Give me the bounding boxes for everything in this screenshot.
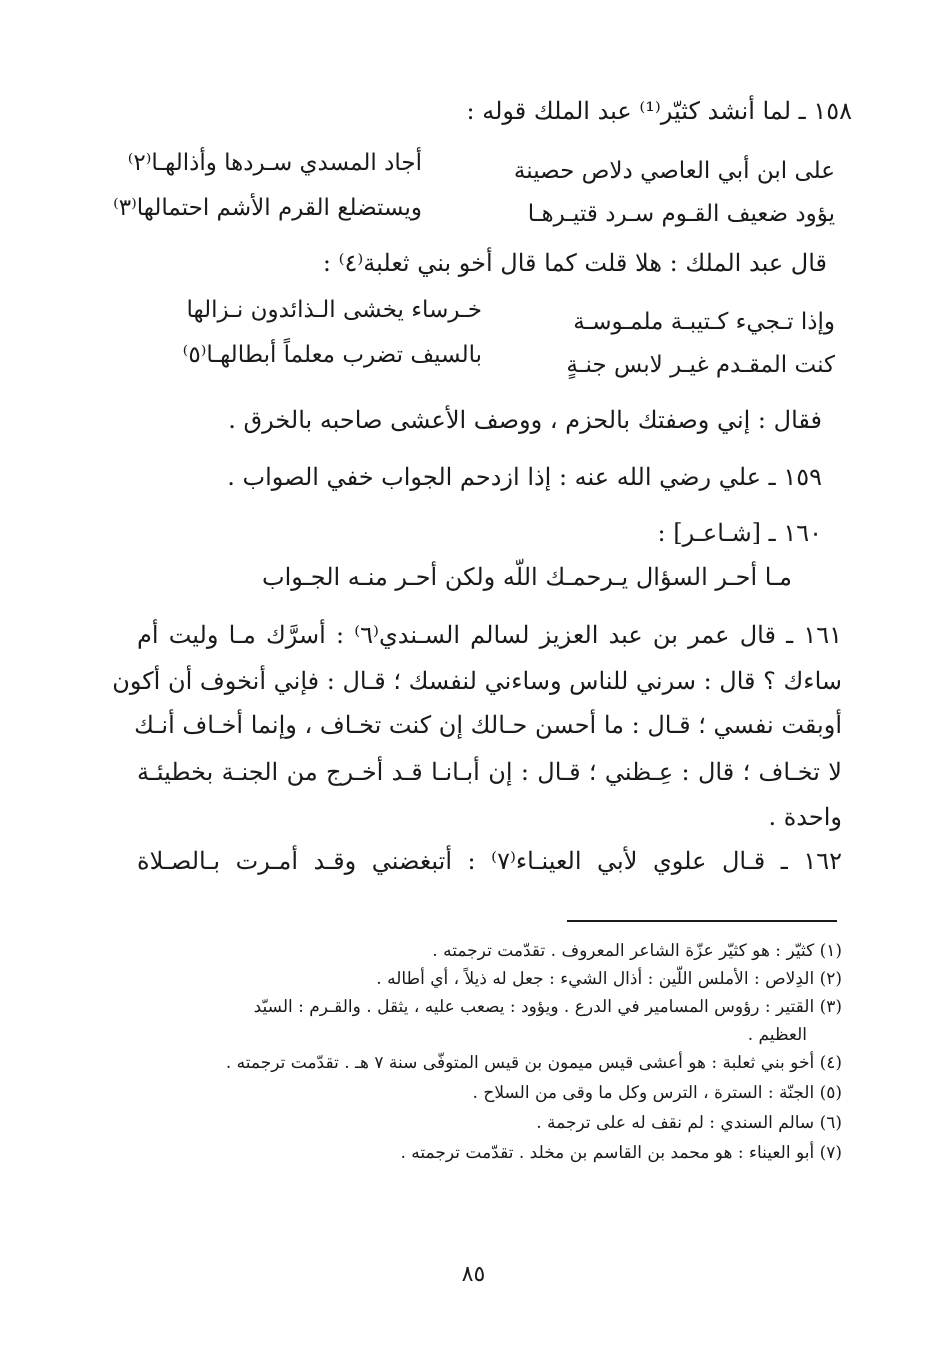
entry-161-line-4: لا تخـاف ؛ قال : عِـظني ؛ قـال : إن أبـانـا قـد أخـرج من الجنـة بخطيئـة <box>137 758 842 786</box>
verse-3-first-hemistich: وإذا تـجيء كـتيبـة ملمـوسـة <box>573 309 835 335</box>
entry-161-line-1: ١٦١ ـ قال عمر بن عبد العزيز لسالم السـندي⁽٦⁾ : أسرَّك مـا وليت أم <box>137 621 842 649</box>
footnote-5: (٥) الجنّة : السترة ، الترس وكل ما وقى من السلاح . <box>472 1083 842 1103</box>
footnote-2: (٢) الدِلاص : الأملس اللّين : أذال الشيء : جعل له ذيلاً ، أي أطاله . <box>376 969 842 989</box>
footnote-4: (٤) أخو بني ثعلبة : هو أعشى قيس ميمون بن قيس المتوفّى سنة ٧ هـ . تقدّمت ترجمته . <box>225 1053 842 1073</box>
entry-160-heading: ١٦٠ ـ [شـاعـر] : <box>657 519 822 547</box>
verse-2-first-hemistich: يؤود ضعيف القـوم سـرد قتيـرهـا <box>527 201 835 227</box>
footnote-1: (١) كثيّر : هو كثيّر عزّة الشاعر المعروف . تقدّمت ترجمته . <box>432 941 842 961</box>
entry-161-line-5: واحدة . <box>768 803 842 831</box>
abdulmalik-said: قال عبد الملك : هلا قلت كما قال أخو بني ثعلبة⁽٤⁾ : <box>322 249 827 277</box>
footnote-6: (٦) سالم السندي : لم نقف له على ترجمة . <box>536 1113 842 1133</box>
entry-160-verse: مـا أحـر السؤال يـرحمـك اللّه ولكن أحـر منـه الجـواب <box>262 563 792 591</box>
footnote-3-continued: العظيم . <box>747 1025 807 1045</box>
entry-158-intro: ١٥٨ ـ لما أنشد كثيّر⁽¹⁾ عبد الملك قوله : <box>466 97 852 125</box>
entry-161-line-2: ساءك ؟ قال : سرني للناس وساءني لنفسك ؛ قـال : فإني أنخوف أن أكون <box>112 667 842 695</box>
verse-2-second-hemistich: ويستضلع القرم الأشم احتمالها⁽٣⁾ <box>113 195 422 221</box>
page-number: ٨٥ <box>461 1262 486 1287</box>
verse-1-second-hemistich: أجاد المسدي سـردها وأذالهـا⁽٢⁾ <box>127 150 422 176</box>
so-he-said-line: فقال : إني وصفتك بالحزم ، ووصف الأعشى صاحبه بالخرق . <box>228 406 822 434</box>
verse-4-first-hemistich: كنت المقـدم غيـر لابس جنـةٍ <box>566 352 835 378</box>
verse-1-first-hemistich: على ابن أبي العاصي دلاص حصينة <box>513 158 835 184</box>
verse-4-second-hemistich: بالسيف تضرب معلماً أبطالهـا⁽٥⁾ <box>182 342 482 368</box>
entry-161-line-3: أوبقت نفسي ؛ قـال : ما أحسن حـالك إن كنت تخـاف ، وإنما أخـاف أنـك <box>134 711 842 739</box>
footnote-3: (٣) القتير : رؤوس المسامير في الدرع . ويؤود : يصعب عليه ، يثقل . والقـرم : السيّد <box>253 997 842 1017</box>
entry-159: ١٥٩ ـ علي رضي الله عنه : إذا ازدحم الجواب خفي الصواب . <box>227 463 822 491</box>
footnote-divider <box>567 920 837 922</box>
verse-3-second-hemistich: خـرساء يخشى الـذائدون نـزالها <box>186 297 482 323</box>
entry-162-line-1: ١٦٢ ـ قـال علوي لأبي العينـاء⁽٧⁾ : أتبغضني وقـد أمـرت بـالصـلاة <box>137 847 842 875</box>
footnote-7: (٧) أبو العيناء : هو محمد بن القاسم بن مخلد . تقدّمت ترجمته . <box>400 1143 842 1163</box>
